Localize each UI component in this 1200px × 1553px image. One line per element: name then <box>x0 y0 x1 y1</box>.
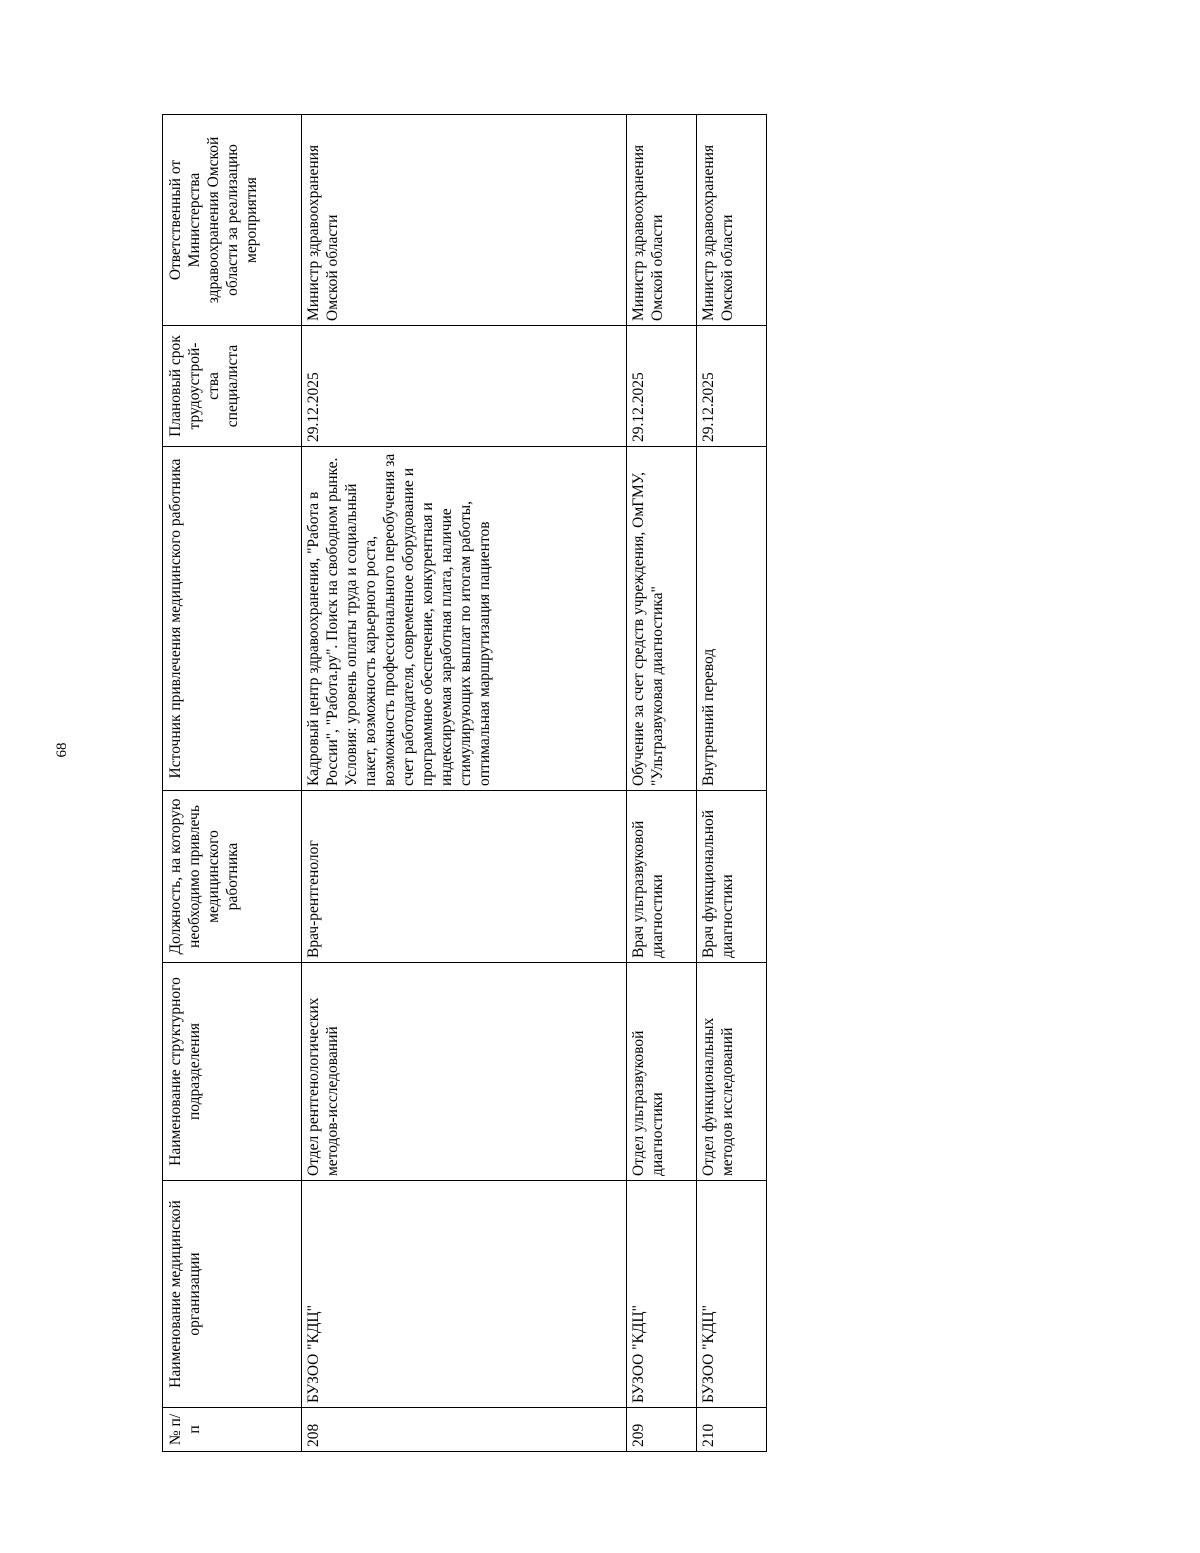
header-responsible: Ответственный от Министерства здравоохранения Омской области за реализацию мероприятия <box>163 115 302 326</box>
cell-source: Обучение за счет средств учреждения, ОмГМУ, "Ультразвуковая диагностика" <box>627 447 697 791</box>
page-number: 68 <box>54 742 70 758</box>
table-container <box>162 115 762 1452</box>
header-source: Источник привлечения медицинского работника <box>163 447 302 791</box>
rotated-table-frame <box>162 115 762 1452</box>
cell-unit: Отдел рентгенологических методов-исследований <box>302 963 627 1181</box>
cell-position: Врач ультразвуковой диагностики <box>627 791 697 963</box>
cell-source: Кадровый центр здравоохранения, "Работа в России", "Работа.ру". Поиск на свободном рынке. Условия: уровень оплаты труда и социальный пакет, возможность карьерного роста, возможность профессионального переобучения за счет работодателя, современное оборудование и программное обеспечение, конкурентная и индексируемая заработная плата, наличие стимулирующих выплат по итогам работы, оптимальная маршрутизация пациентов <box>302 447 627 791</box>
header-position: Должность, на которую необходимо привлечь медицинского работника <box>163 791 302 963</box>
cell-unit: Отдел ультразвуковой диагностики <box>627 963 697 1181</box>
cell-date: 29.12.2025 <box>697 326 767 447</box>
header-num: № п/п <box>163 1408 302 1452</box>
cell-org: БУЗОО "КДЦ" <box>627 1181 697 1408</box>
cell-position: Врач функциональной диагностики <box>697 791 767 963</box>
header-unit: Наименование структурного подразделения <box>163 963 302 1181</box>
cell-num: 210 <box>697 1408 767 1452</box>
cell-responsible: Министр здравоохранения Омской области <box>302 115 627 326</box>
cell-responsible: Министр здравоохранения Омской области <box>697 115 767 326</box>
cell-org: БУЗОО "КДЦ" <box>302 1181 627 1408</box>
cell-unit: Отдел функциональных методов исследований <box>697 963 767 1181</box>
staffing-table <box>162 114 767 1452</box>
cell-org: БУЗОО "КДЦ" <box>697 1181 767 1408</box>
table-row <box>302 115 627 1452</box>
cell-source: Внутренний перевод <box>697 447 767 791</box>
cell-num: 209 <box>627 1408 697 1452</box>
cell-position: Врач-рентгенолог <box>302 791 627 963</box>
table-header-row <box>163 115 302 1452</box>
table-row <box>697 115 767 1452</box>
cell-responsible: Министр здравоохранения Омской области <box>627 115 697 326</box>
cell-date: 29.12.2025 <box>302 326 627 447</box>
cell-date: 29.12.2025 <box>627 326 697 447</box>
header-date: Плановый срок трудоустрой-ства специалиста <box>163 326 302 447</box>
table-row <box>627 115 697 1452</box>
header-org: Наименование медицинской организации <box>163 1181 302 1408</box>
cell-num: 208 <box>302 1408 627 1452</box>
